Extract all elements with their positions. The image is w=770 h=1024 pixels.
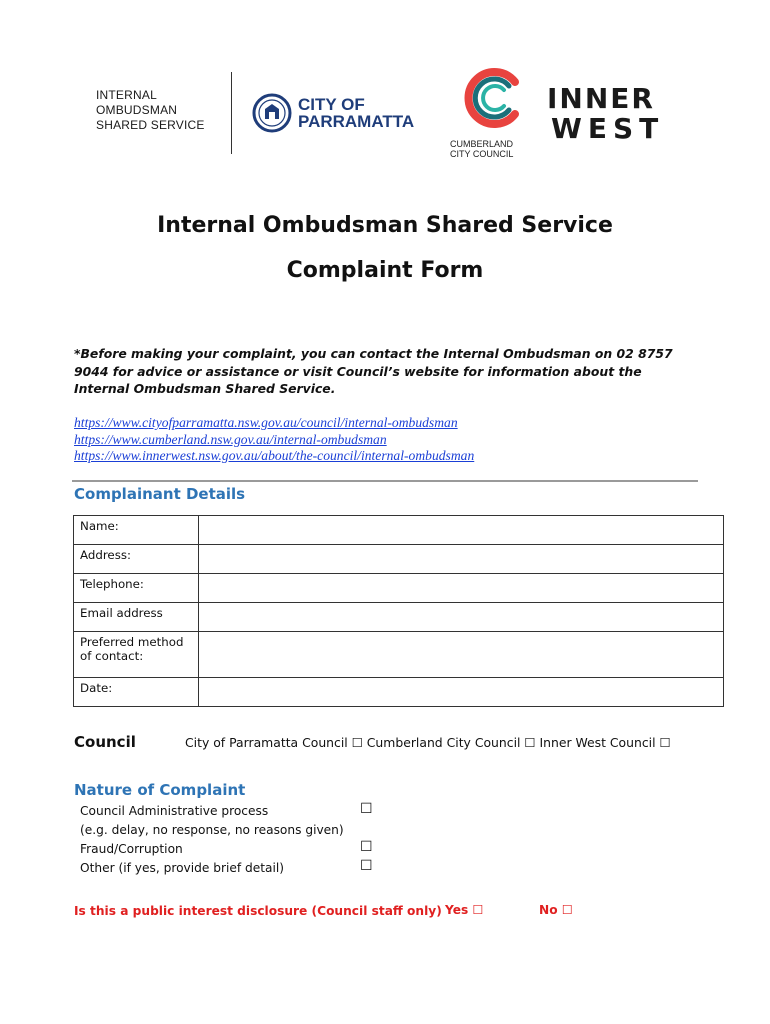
logo-divider	[231, 72, 232, 154]
link-cumberland[interactable]: https://www.cumberland.nsw.gov.au/internal-ombudsman	[74, 431, 387, 447]
council-option-inner-west: Inner West Council	[539, 735, 656, 750]
field-label-email: Email address	[74, 603, 199, 632]
telephone-field[interactable]	[199, 574, 724, 603]
cumberland-c-icon	[461, 64, 525, 132]
checkbox-pid-no[interactable]: ☐	[561, 903, 573, 917]
intro-paragraph: *Before making your complaint, you can contact the Internal Ombudsman on 02 8757 9044 for advice or assistance or visit Council’s website for information about the Internal Ombudsman Shared Service.	[74, 346, 673, 396]
checkbox-fraud[interactable]: ☐	[360, 839, 373, 855]
ioss-logo-line: OMBUDSMAN	[96, 103, 178, 117]
inner-west-logo-line: INNER	[547, 82, 655, 115]
council-option-cumberland: Cumberland City Council	[366, 735, 521, 750]
pid-no-option	[539, 903, 573, 917]
nature-item-other: Other (if yes, provide brief detail)	[80, 861, 285, 875]
checkbox-inner-west[interactable]: ☐	[659, 735, 671, 750]
nature-of-complaint-heading: Nature of Complaint	[74, 781, 246, 799]
council-links	[74, 415, 474, 465]
table-row	[74, 545, 724, 574]
cumberland-logo-line: CITY COUNCIL	[450, 149, 514, 159]
pid-yes-label: Yes	[445, 903, 469, 917]
page-title: Internal Ombudsman Shared Service	[157, 213, 613, 238]
link-parramatta[interactable]: https://www.cityofparramatta.nsw.gov.au/council/internal-ombudsman	[74, 415, 458, 430]
field-label-name: Name:	[74, 516, 199, 545]
table-row	[74, 632, 724, 678]
preferred-contact-field[interactable]	[199, 632, 724, 678]
pid-question: Is this a public interest disclosure (Council staff only)	[74, 904, 442, 918]
inner-west-wordmark	[545, 82, 670, 142]
field-label-address: Address:	[74, 545, 199, 574]
checkbox-admin-process[interactable]: ☐	[360, 801, 373, 817]
cumberland-logo	[448, 64, 538, 159]
field-label-preferred-contact: Preferred method of contact:	[74, 632, 199, 678]
ioss-logo	[96, 88, 205, 133]
table-row	[74, 603, 724, 632]
checkbox-pid-yes[interactable]: ☐	[472, 903, 484, 917]
nature-item-admin-detail: (e.g. delay, no response, no reasons given)	[80, 823, 344, 837]
pid-no-label: No	[539, 903, 558, 917]
parramatta-logo-line: PARRAMATTA	[298, 112, 415, 131]
parramatta-logo-line: CITY OF	[298, 95, 365, 114]
table-row	[74, 574, 724, 603]
council-options	[185, 735, 671, 750]
council-option-parramatta: City of Parramatta Council	[185, 735, 348, 750]
field-label-date: Date:	[74, 678, 199, 707]
section-divider	[72, 480, 698, 482]
nature-item-admin: Council Administrative process	[80, 804, 269, 818]
complainant-details-heading: Complainant Details	[74, 485, 246, 503]
field-label-telephone: Telephone:	[74, 574, 199, 603]
cumberland-logo-line: CUMBERLAND	[450, 139, 514, 149]
pid-yes-option	[445, 903, 483, 917]
nature-item-fraud: Fraud/Corruption	[80, 842, 183, 856]
email-field[interactable]	[199, 603, 724, 632]
ioss-logo-line: INTERNAL	[96, 88, 157, 102]
inner-west-logo	[545, 82, 675, 147]
parramatta-logo	[252, 93, 414, 133]
date-field[interactable]	[199, 678, 724, 707]
checkbox-other[interactable]: ☐	[360, 858, 373, 874]
checkbox-cumberland[interactable]: ☐	[524, 735, 536, 750]
address-field[interactable]	[199, 545, 724, 574]
checkbox-parramatta[interactable]: ☐	[351, 735, 363, 750]
table-row	[74, 516, 724, 545]
council-label: Council	[74, 733, 136, 751]
nature-list	[80, 802, 344, 878]
table-row	[74, 678, 724, 707]
link-inner-west[interactable]: https://www.innerwest.nsw.gov.au/about/the-council/internal-ombudsman	[74, 448, 475, 463]
ioss-logo-line: SHARED SERVICE	[96, 118, 205, 132]
complainant-details-table	[73, 515, 724, 707]
page-subtitle: Complaint Form	[286, 258, 484, 283]
inner-west-logo-line: WEST	[551, 112, 665, 142]
parramatta-seal-icon	[252, 93, 292, 133]
name-field[interactable]	[199, 516, 724, 545]
